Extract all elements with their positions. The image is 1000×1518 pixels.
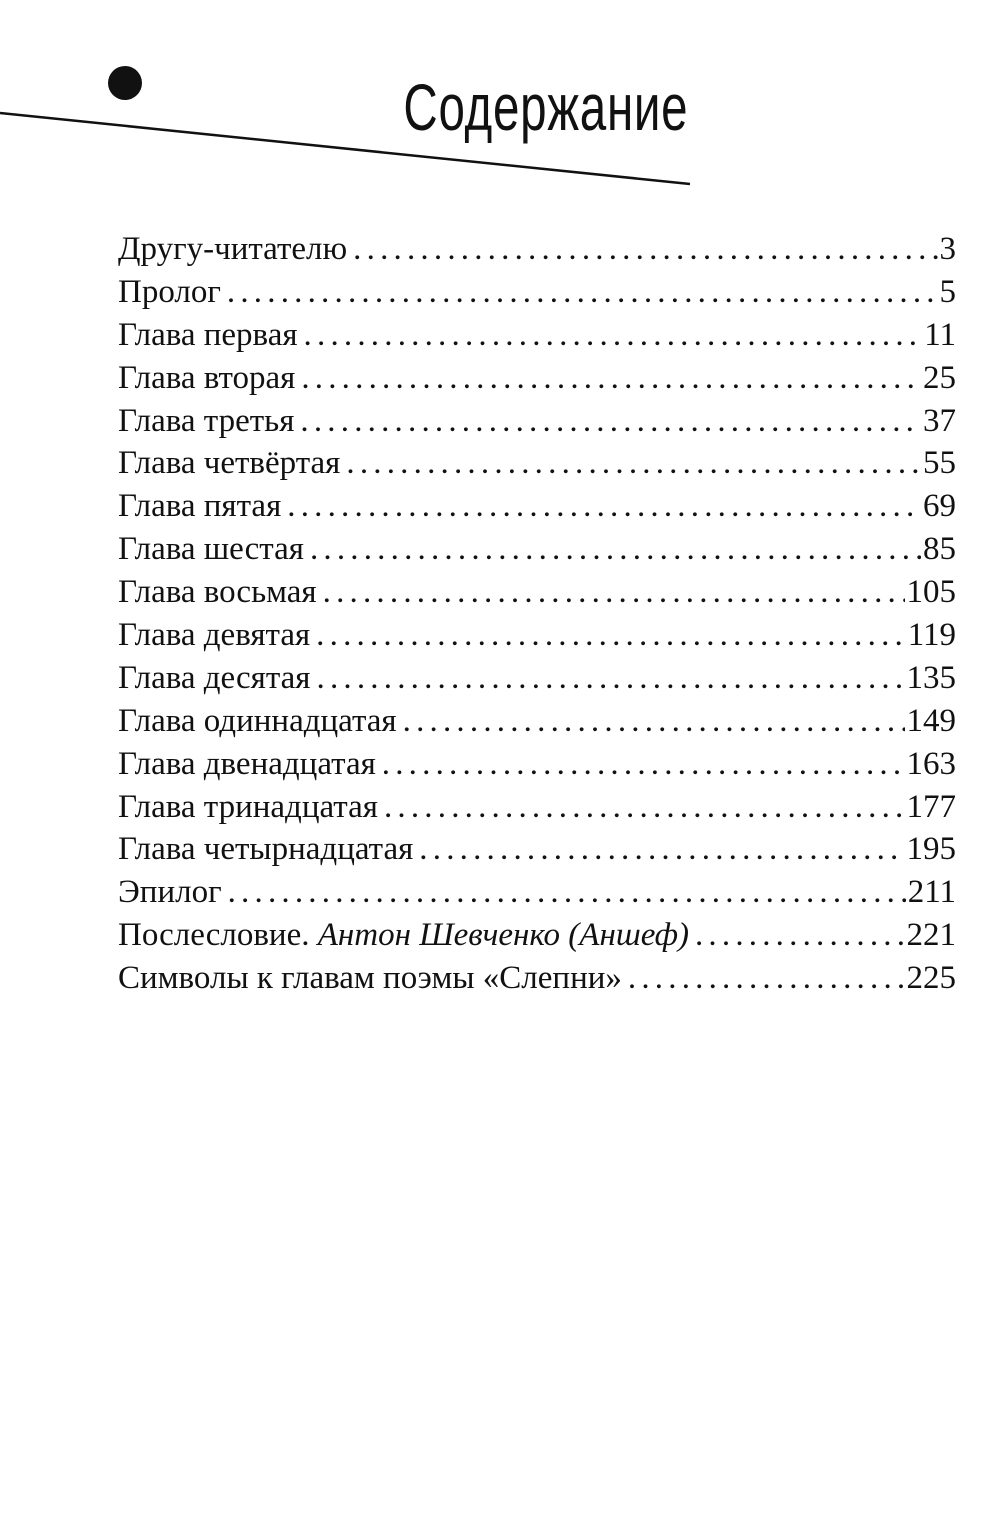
- toc-entry[interactable]: [118, 485, 956, 528]
- toc-entry-page: 69: [923, 488, 956, 525]
- toc-entry-title: Глава вторая: [118, 359, 296, 396]
- table-of-contents: [118, 228, 956, 1000]
- toc-dot-leader: [628, 957, 905, 1000]
- toc-entry-author: Антон Шевченко (Аншеф): [317, 917, 689, 954]
- toc-entry-page: 3: [939, 231, 956, 267]
- toc-dot-leader: [287, 485, 921, 528]
- toc-entry[interactable]: [118, 743, 956, 786]
- toc-entry-title: Глава четырнадцатая: [118, 831, 414, 868]
- toc-entry-title: Глава первая: [118, 316, 298, 353]
- toc-entry-page: 55: [923, 445, 956, 482]
- toc-dot-leader: [301, 357, 921, 400]
- toc-entry[interactable]: [118, 442, 956, 485]
- toc-entry-page: 221: [906, 917, 956, 954]
- toc-dot-leader: [317, 657, 905, 700]
- toc-entry-page: 11: [924, 316, 956, 353]
- toc-entry[interactable]: [118, 528, 956, 571]
- toc-entry[interactable]: [118, 657, 956, 700]
- toc-entry-page: 5: [939, 273, 956, 310]
- toc-dot-leader: [695, 914, 905, 957]
- toc-entry-title: [118, 914, 689, 957]
- toc-dot-leader: [384, 786, 905, 829]
- toc-dot-leader: [227, 271, 938, 314]
- toc-entry-title: Символы к главам поэмы «Слепни»: [118, 960, 622, 997]
- toc-dot-leader: [316, 614, 906, 657]
- toc-dot-leader: [382, 743, 905, 786]
- toc-dot-leader: [419, 828, 904, 871]
- toc-entry-title: Глава четвёртая: [118, 445, 341, 482]
- toc-entry-title: Глава шестая: [118, 531, 304, 568]
- toc-entry[interactable]: [118, 228, 956, 271]
- toc-entry-title-text: Послесловие.: [118, 917, 310, 954]
- toc-dot-leader: [346, 442, 921, 485]
- toc-entry-page: 37: [923, 402, 956, 439]
- toc-entry[interactable]: [118, 357, 956, 400]
- toc-entry-page: 149: [906, 702, 956, 739]
- toc-entry-page: 119: [907, 617, 956, 654]
- toc-entry-page: 105: [906, 574, 956, 611]
- toc-entry[interactable]: [118, 271, 956, 314]
- toc-dot-leader: [228, 871, 906, 914]
- toc-dot-leader: [353, 228, 937, 271]
- toc-entry-title: Глава пятая: [118, 488, 282, 525]
- toc-dot-leader: [310, 528, 921, 571]
- toc-entry-title: Глава девятая: [118, 617, 311, 654]
- toc-entry-title: Глава третья: [118, 402, 295, 439]
- toc-entry-title: Пролог: [118, 273, 221, 310]
- toc-entry[interactable]: [118, 957, 956, 1000]
- toc-entry-page: 195: [906, 831, 956, 868]
- toc-entry[interactable]: [118, 571, 956, 614]
- toc-entry-page: 225: [906, 960, 956, 997]
- toc-entry-page: 163: [906, 745, 956, 782]
- toc-entry[interactable]: [118, 828, 956, 871]
- toc-dot-leader: [323, 571, 905, 614]
- toc-entry-title: Глава двенадцатая: [118, 745, 376, 782]
- toc-entry-title: Эпилог: [118, 874, 222, 911]
- toc-entry[interactable]: [118, 700, 956, 743]
- toc-entry[interactable]: [118, 871, 956, 914]
- toc-dot-leader: [300, 400, 921, 443]
- page-title: Содержание: [403, 70, 689, 144]
- toc-dot-leader: [304, 314, 923, 357]
- toc-entry-page: 25: [923, 359, 956, 396]
- toc-dot-leader: [403, 700, 905, 743]
- toc-entry-page: 211: [907, 874, 956, 911]
- toc-entry[interactable]: [118, 914, 956, 957]
- toc-entry-title: Глава одиннадцатая: [118, 702, 397, 739]
- toc-entry-title: Другу-читателю: [118, 231, 348, 267]
- toc-entry-page: 135: [906, 659, 956, 696]
- toc-entry-page: 85: [923, 531, 956, 568]
- toc-entry[interactable]: [118, 400, 956, 443]
- toc-entry-title: Глава восьмая: [118, 574, 317, 611]
- toc-entry[interactable]: [118, 786, 956, 829]
- toc-entry[interactable]: [118, 614, 956, 657]
- toc-entry-title: Глава тринадцатая: [118, 788, 378, 825]
- toc-entry-page: 177: [906, 788, 956, 825]
- toc-entry[interactable]: [118, 314, 956, 357]
- toc-entry-title: Глава десятая: [118, 659, 311, 696]
